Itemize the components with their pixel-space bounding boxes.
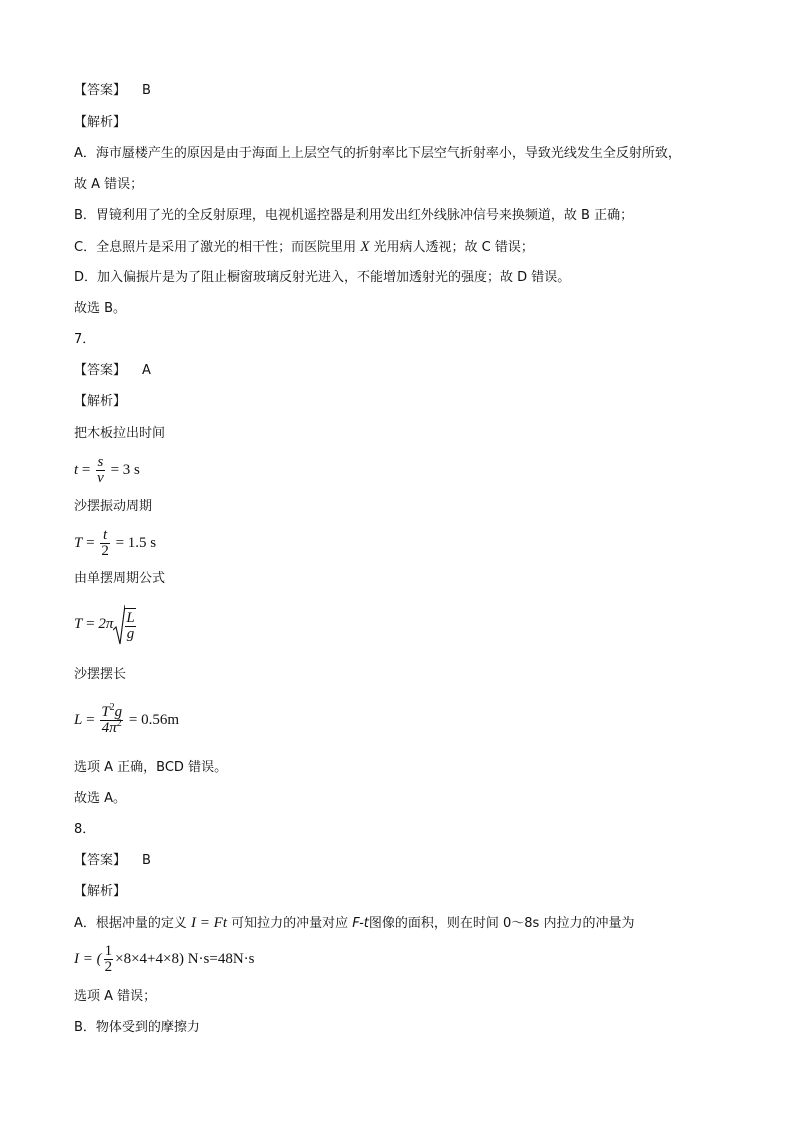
fraction: $\frac{s}{v}$ bbox=[97, 454, 104, 487]
answer-label: 【答案】 bbox=[74, 363, 127, 378]
q8-answer-line bbox=[74, 852, 151, 870]
q7-text-formula: 由单摆周期公式 bbox=[74, 571, 166, 586]
q7-final-answer: 故选 A。 bbox=[74, 791, 127, 806]
q8-eq-impulse: I = ( $\frac{1}{2}$ ×8×4+4×8) N·s=48N·s bbox=[74, 943, 255, 976]
answer-value: A bbox=[142, 363, 151, 378]
answer-label: 【答案】 bbox=[74, 83, 127, 98]
fraction: $\frac{1}{2}$ bbox=[104, 943, 113, 976]
q7-answer-line bbox=[74, 362, 151, 380]
q7-eq-length: L = $\frac{T^2g}{4\pi^2}$ = 0.56m bbox=[74, 702, 180, 737]
q7-text-length: 沙摆摆长 bbox=[74, 667, 127, 682]
q6-answer-line bbox=[74, 82, 151, 100]
q7-eq-time: t = $\frac{s}{v}$ = 3 s bbox=[74, 454, 140, 487]
q6-option-a-cont: 故 A 错误； bbox=[74, 177, 144, 192]
answer-value: B bbox=[142, 83, 151, 98]
q6-option-d: D．加入偏振片是为了阻止橱窗玻璃反射光进入，不能增加透射光的强度；故 D 错误。 bbox=[74, 270, 571, 285]
q6-option-a: A．海市蜃楼产生的原因是由于海面上上层空气的折射率比下层空气折射率小，导致光线发生全反射所致， bbox=[74, 146, 681, 161]
q7-eq-period: T = $\frac{t}{2}$ = 1.5 s bbox=[74, 527, 157, 560]
q8-option-a: A．根据冲量的定义 I = Ft 可知拉力的冲量对应 F-t图像的面积，则在时间 0～8s 内拉力的冲量为 bbox=[74, 915, 635, 931]
answer-label: 【答案】 bbox=[74, 853, 127, 868]
sqrt-sign: $\frac{L}{g}$ bbox=[113, 603, 137, 647]
q7-text-time: 把木板拉出时间 bbox=[74, 426, 166, 441]
fraction: $\frac{T^2g}{4\pi^2}$ bbox=[101, 702, 123, 737]
fraction: $\frac{t}{2}$ bbox=[101, 527, 109, 560]
q7-number: 7． bbox=[74, 332, 96, 347]
q6-analysis-label: 【解析】 bbox=[74, 115, 127, 130]
q7-conclusion: 选项 A 正确，BCD 错误。 bbox=[74, 760, 228, 775]
x-symbol: X bbox=[360, 239, 370, 255]
q7-analysis-label: 【解析】 bbox=[74, 394, 127, 409]
q6-final-answer: 故选 B。 bbox=[74, 301, 127, 316]
q8-option-b: B．物体受到的摩擦力 bbox=[74, 1020, 200, 1035]
q6-option-c: C．全息照片是采用了激光的相干性；而医院里用 X 光用病人透视；故 C 错误； bbox=[74, 239, 534, 255]
answer-value: B bbox=[142, 853, 151, 868]
q7-eq-pendulum: T = 2π $\frac{L}{g}$ bbox=[74, 602, 138, 647]
q8-number: 8． bbox=[74, 822, 96, 837]
q8-option-a-result: 选项 A 错误； bbox=[74, 989, 157, 1004]
q8-analysis-label: 【解析】 bbox=[74, 884, 127, 899]
q7-text-period: 沙摆振动周期 bbox=[74, 499, 153, 514]
q6-option-b: B．胃镜利用了光的全反射原理，电视机遥控器是利用发出红外线脉冲信号来换频道，故 B 正确； bbox=[74, 208, 634, 223]
